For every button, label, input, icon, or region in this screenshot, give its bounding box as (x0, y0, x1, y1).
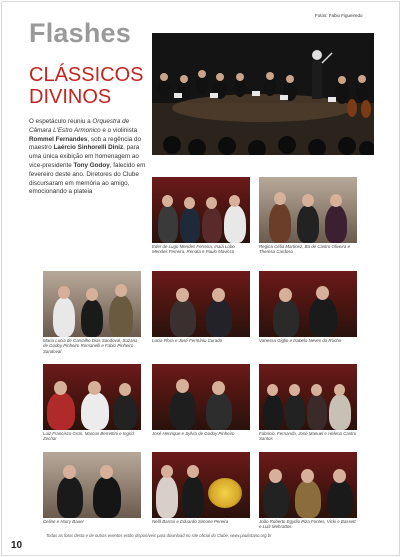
photo-guests-2 (259, 177, 357, 243)
caption-11: João Roberto Egydio Piza Fontes, Vicki e Bassett e Luiz Mehrattos (259, 519, 356, 530)
photo-guests-8 (259, 364, 357, 430)
photo-guests-5 (259, 271, 357, 337)
article-headline (29, 64, 149, 108)
caption-7: José Henrique e Sylvia de Godoy Pinheiro (152, 431, 235, 436)
photo-guests-4 (152, 271, 250, 337)
article-body (29, 118, 149, 197)
photo-guests-11 (259, 452, 357, 518)
caption-4: Lucia Flora e José Fermínio Curado (152, 338, 223, 343)
caption-8: Fabricio, Fernanda, José Manuel e Helena Castro Santos (259, 431, 357, 442)
caption-3: Maria Lucia de Carvalho Dias Sandoval, Suzana de Godoy Pinheiro Romanelli e Fabio Pinheiro Sandoval (43, 338, 138, 354)
honoree-name: Tony Godoy (73, 161, 110, 169)
body-text-5: , falecido em fevereiro deste ano. Diretores do Clube discursaram em memória ao amigo, emocionando a plateia (29, 161, 146, 196)
footer-note: Todas as fotos desta e de outras eventos estão disponíveis para download no site oficial do Clube, www.paulistano.org.br (46, 533, 272, 538)
concert-hero-photo (152, 33, 374, 155)
orchestra-illustration (152, 33, 374, 155)
conductor-name: Laércio Sinhorelli Diniz (53, 144, 124, 152)
headline-line-1: CLÁSSICOS (29, 64, 144, 86)
photo-guests-6 (43, 364, 141, 430)
orchestra-name: Orquestra de Câmara L'Estro Armonico (29, 118, 130, 134)
caption-5: Vanessa Giglio e Isabela Neves da Rocha (259, 338, 342, 343)
page-number: 10 (11, 540, 23, 551)
body-text-4: , para uma única exibição em homenagem ao vice-presidente (29, 144, 140, 169)
body-text-1: O espetáculo reuniu a (29, 118, 93, 125)
caption-1: Eder de Lugo Mendes Ferreira, Inaiá Lobo Mendes Ferreira, Renata e Paulo Mavicco (152, 244, 235, 255)
flower-arrangement (208, 478, 242, 508)
caption-9: Celine e Harry Bauer (43, 519, 84, 524)
photo-guests-9 (43, 452, 141, 518)
photo-guests-10 (152, 452, 250, 518)
headline-line-2: DIVINOS (29, 86, 112, 108)
photo-guests-7 (152, 364, 250, 430)
violinist-name: Rommel Fernandes (29, 135, 88, 143)
caption-10: Nelã Barros e Eduardo Simone Pereira (152, 519, 229, 524)
body-text-3: , sob a regência do maestro (29, 135, 141, 152)
photo-guests-3 (43, 271, 141, 337)
caption-6: Luiz Francisco Grün, Marcus Berrettini e Ingrid Zechar (43, 431, 134, 442)
body-text-2: e o violinista (100, 126, 138, 134)
photo-credit: Fotos: Fabio Figueiredo (315, 13, 363, 18)
section-title: Flashes (29, 18, 131, 48)
photo-guests-1 (152, 177, 250, 243)
caption-2: Regina Célia Martinez, Ba de Castro Oliveira e Theresa Cardoso (259, 244, 351, 255)
